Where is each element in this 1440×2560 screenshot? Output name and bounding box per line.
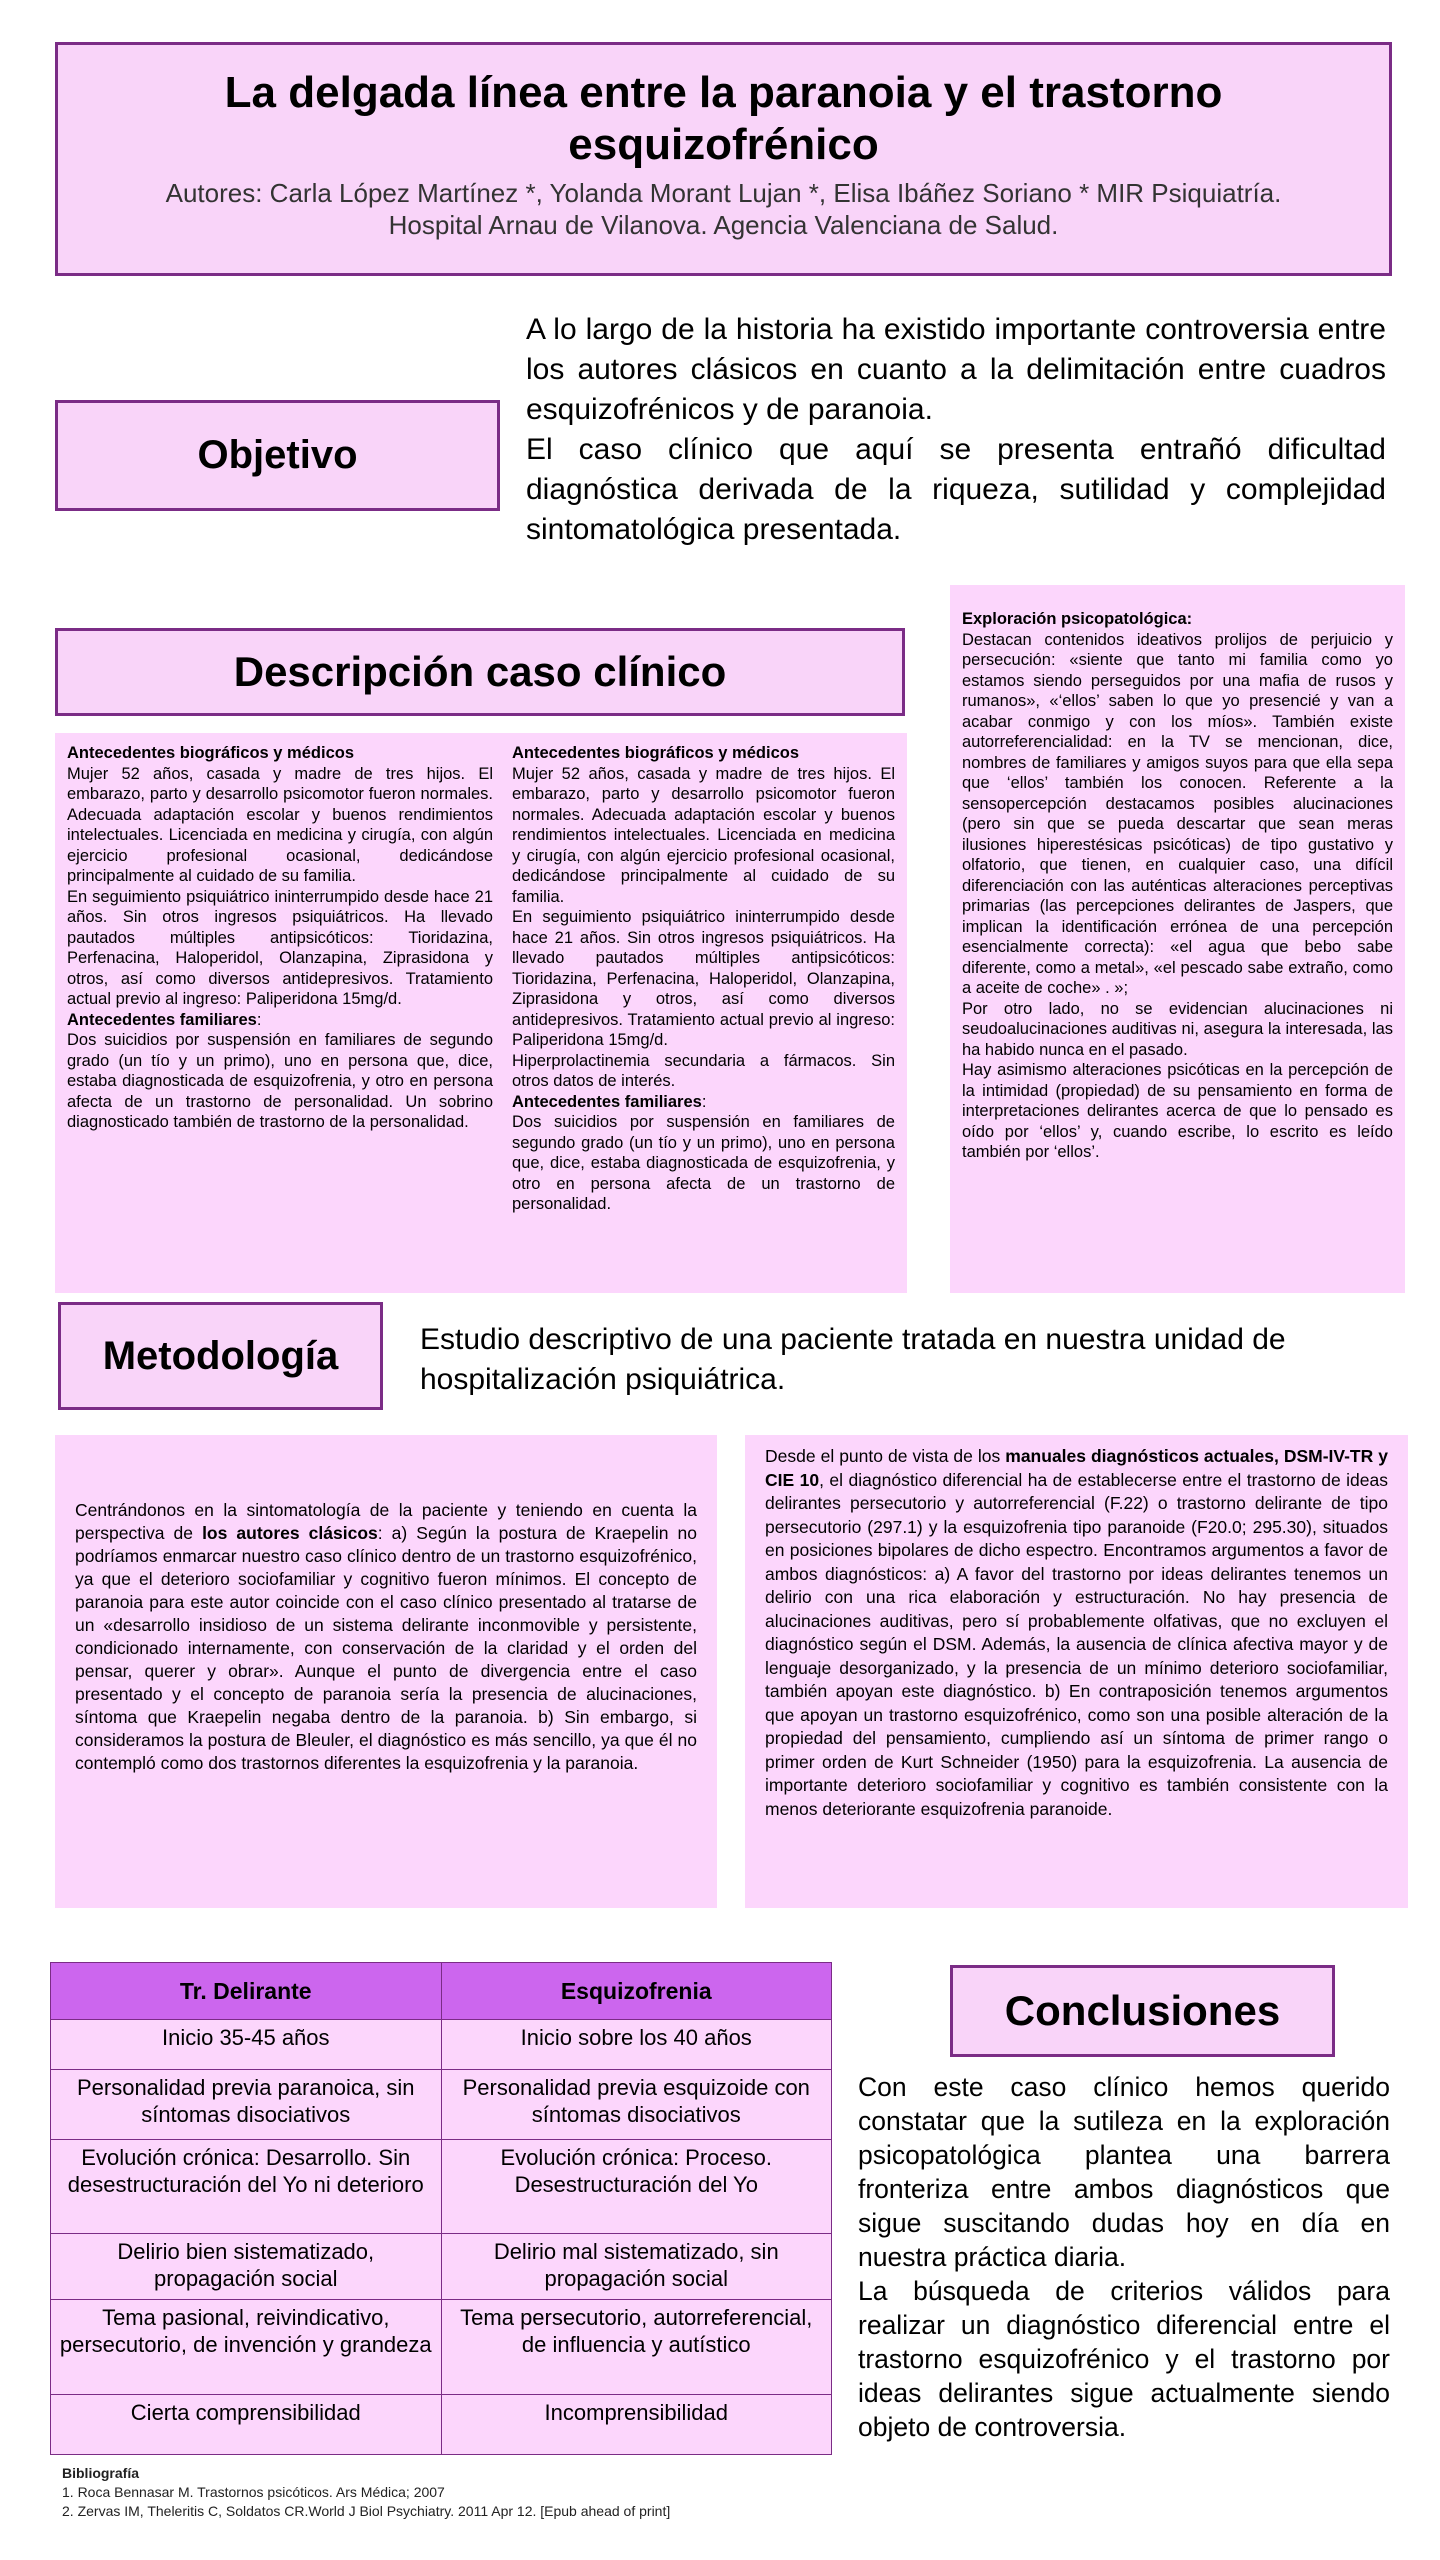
table-row bbox=[51, 2234, 832, 2300]
table-cell: Delirio bien sistematizado, propagación social bbox=[51, 2234, 442, 2300]
poster-title: La delgada línea entre la paranoia y el trastorno esquizofrénico bbox=[224, 68, 1223, 169]
case-left-paragraph-3: Dos suicidios por suspensión en familiares de segundo grado (un tío y un primo), uno en persona que, dice, estaba diagnosticada de esquizofrenia, y otro en persona afecta de un trastorno de personalidad. Un sobrino diagnosticado también de trastorno de la personalidad. bbox=[67, 1031, 493, 1131]
exploracion-column bbox=[950, 585, 1405, 1293]
table-cell: Tema pasional, reivindicativo, persecutorio, de invención y grandeza bbox=[51, 2300, 442, 2395]
table-cell: Personalidad previa esquizoide con síntomas disociativos bbox=[441, 2070, 832, 2140]
exploracion-paragraph-3: Hay asimismo alteraciones psicóticas en la percepción de la intimidad (propiedad) de su pensamiento en forma de interpretaciones delirantes acerca de que lo pensado es oído por ‘ellos’ y, cuando escribe, lo escrito es leído también por ‘ellos’. bbox=[962, 1061, 1393, 1161]
objetivo-heading bbox=[55, 400, 500, 511]
exploracion-paragraph-1: Destacan contenidos ideativos prolijos de perjuicio y persecución: «siente que tanto mi familia como yo estamos siendo perseguidos por una mafia de rusos y rumanos», «‘ellos’ saben lo que yo presencié y van a acabar conmigo y con los míos». También existe autorreferencialidad: en la TV se mencionan, dice, nombres de familiares y amigos suyos para que ella sepa que ‘ellos’ también los conocen. Referente a la sensopercepción destacamos posibles alucinaciones (pero sin que se pueda descartar que sean meras ilusiones hiperestésicas psicóticas) de tipo gustativo y olfatorio, que tienen, en cualquier caso, una difícil diferenciación con las auténticas alteraciones perceptivas primarias (las percepciones delirantes de Jaspers, que implican la identificación errónea de una percepción esencialmente correcta): «el agua que bebo sabe diferente, como a metal», «el pescado sabe extraño, como a aceite de coche» . »; bbox=[962, 630, 1393, 997]
case-middle-heading-2-colon: : bbox=[701, 1092, 707, 1111]
table-row bbox=[51, 2070, 832, 2140]
case-middle-paragraph-4: Dos suicidios por suspensión en familiares de segundo grado (un tío y un primo), uno en persona que, dice, estaba diagnosticada de esquizofrenia, y otro en persona afecta de un trastorno de personalidad. bbox=[512, 1113, 895, 1213]
bibliography-ref-1: 1. Roca Bennasar M. Trastornos psicóticos. Ars Médica; 2007 bbox=[62, 2484, 445, 2500]
discussion-left-bold: los autores clásicos bbox=[202, 1523, 378, 1543]
bibliography bbox=[62, 2464, 962, 2521]
table-row bbox=[51, 2395, 832, 2455]
authors-line-1: Autores: Carla López Martínez *, Yolanda Morant Lujan *, Elisa Ibáñez Soriano * MIR Psiquiatría. bbox=[165, 178, 1282, 208]
case-middle-paragraph-1: Mujer 52 años, casada y madre de tres hijos. El embarazo, parto y desarrollo psicomotor fueron normales. Adecuada adaptación escolar y buenos rendimientos intelectuales. Licenciada en medicina y cirugía, con algún ejercicio profesional ocasional, dedicándose principalmente al cuidado de su familia. bbox=[512, 764, 895, 906]
bibliography-ref-2: 2. Zervas IM, Theleritis C, Soldatos CR.World J Biol Psychiatry. 2011 Apr 12. [Epub ahead of print] bbox=[62, 2503, 671, 2519]
objetivo-text bbox=[526, 310, 1386, 550]
case-left-heading-1: Antecedentes biográficos y médicos bbox=[67, 744, 355, 762]
conclusiones-paragraph-2: La búsqueda de criterios válidos para realizar un diagnóstico diferencial entre el trastorno esquizofrénico y el trastorno por ideas delirantes sigue actualmente siendo objeto de controversia. bbox=[858, 2276, 1390, 2442]
authors-line-2: Hospital Arnau de Vilanova. Agencia Valenciana de Salud. bbox=[388, 210, 1059, 240]
table-header-esquizofrenia: Esquizofrenia bbox=[441, 1963, 832, 2020]
conclusiones-paragraph-1: Con este caso clínico hemos querido constatar que la sutileza en la exploración psicopatológica plantea una barrera fronteriza entre ambos diagnósticos que sigue suscitando dudas hoy en día en nuestra práctica diaria. bbox=[858, 2072, 1390, 2272]
case-middle-paragraph-3: Hiperprolactinemia secundaria a fármacos. Sin otros datos de interés. bbox=[512, 1051, 895, 1090]
comparison-table-wrap bbox=[50, 1962, 832, 2452]
discussion-left-body: : a) Según la postura de Kraepelin no podríamos enmarcar nuestro caso clínico dentro de un trastorno esquizofrénico, ya que el deterioro sociofamiliar y cognitivo fueron mínimos. El concepto de paranoia para este autor coincide con el caso clínico presentado al tratarse de un «desarrollo insidioso de un sistema delirante inconmovible y persistente, condicionado internamente, con conservación de la claridad y el orden del pensar, querer y obrar». Aunque el punto de divergencia entre el caso presentado y el concepto de paranoia sería la presencia de alucinaciones, síntoma que Kraepelin negaba dentro de la paranoia. b) Sin embargo, si consideramos la postura de Bleuler, el diagnóstico es más sencillo, ya que él no contempló como dos trastornos diferentes la esquizofrenia y la paranoia. bbox=[75, 1523, 697, 1773]
case-middle-column bbox=[500, 733, 907, 1293]
case-left-paragraph-1: Mujer 52 años, casada y madre de tres hijos. El embarazo, parto y desarrollo psicomotor fueron normales. Adecuada adaptación escolar y buenos rendimientos intelectuales. Licenciada en medicina y cirugía, con algún ejercicio profesional ocasional, dedicándose principalmente al cuidado de su familia. bbox=[67, 764, 493, 885]
discussion-right-intro: Desde el punto de vista de los bbox=[765, 1446, 1006, 1466]
table-cell: Delirio mal sistematizado, sin propagación social bbox=[441, 2234, 832, 2300]
case-left-paragraph-2: En seguimiento psiquiátrico ininterrumpido desde hace 21 años. Sin otros ingresos psiquiátricos. Ha llevado pautados múltiples antipsicóticos: Tioridazina, Perfenacina, Haloperidol, Olanzapina, Ziprasidona y otros, así como diversos antidepresivos. Tratamiento actual previo al ingreso: Paliperidona 15mg/d. bbox=[67, 887, 493, 1008]
table-row bbox=[51, 2140, 832, 2234]
table-cell: Evolución crónica: Desarrollo. Sin desestructuración del Yo ni deterioro bbox=[51, 2140, 442, 2234]
discussion-left-intro: Centrándonos en la sintomatología de la paciente y teniendo en cuenta la perspectiva de bbox=[75, 1500, 697, 1543]
case-middle-paragraph-2: En seguimiento psiquiátrico ininterrumpido desde hace 21 años. Sin otros ingresos psiquiátricos. Ha llevado pautados múltiples antipsicóticos: Tioridazina, Perfenacina, Haloperidol, Olanzapina, Ziprasidona y otros, así como diversos antidepresivos. Tratamiento actual previo al ingreso: Paliperidona 15mg/d. bbox=[512, 908, 895, 1049]
table-cell: Inicio sobre los 40 años bbox=[441, 2020, 832, 2070]
discussion-right-box bbox=[745, 1435, 1408, 1908]
discussion-right-bold: manuales diagnósticos actuales, DSM-IV-TR y CIE 10 bbox=[765, 1446, 1388, 1490]
case-left-column bbox=[55, 733, 505, 1293]
metodologia-paragraph: Estudio descriptivo de una paciente tratada en nuestra unidad de hospitalización psiquiátrica. bbox=[420, 1323, 1286, 1396]
metodologia-text bbox=[420, 1320, 1390, 1400]
case-middle-heading-1: Antecedentes biográficos y médicos bbox=[512, 744, 800, 762]
case-left-heading-2-colon: : bbox=[256, 1010, 262, 1029]
exploracion-paragraph-2: Por otro lado, no se evidencian alucinaciones ni seudoalucinaciones auditivas ni, asegura la interesada, las ha habido nunca en el pasado. bbox=[962, 999, 1393, 1059]
descripcion-heading bbox=[55, 628, 905, 716]
table-cell: Evolución crónica: Proceso. Desestructuración del Yo bbox=[441, 2140, 832, 2234]
descripcion-label: Descripción caso clínico bbox=[233, 648, 727, 695]
exploracion-heading: Exploración psicopatológica: bbox=[962, 610, 1193, 628]
table-cell: Inicio 35-45 años bbox=[51, 2020, 442, 2070]
conclusiones-label: Conclusiones bbox=[1004, 1987, 1281, 2034]
objetivo-paragraph-2: El caso clínico que aquí se presenta entrañó dificultad diagnóstica derivada de la riqueza, sutilidad y complejidad sintomatológica presentada. bbox=[526, 433, 1386, 546]
table-cell: Tema persecutorio, autorreferencial, de influencia y autístico bbox=[441, 2300, 832, 2395]
table-row bbox=[51, 2020, 832, 2070]
metodologia-heading bbox=[58, 1302, 383, 1410]
discussion-right-body: , el diagnóstico diferencial ha de establecerse entre el trastorno de ideas delirantes persecutorio y autorreferencial (F.22) o trastorno delirante de tipo persecutorio (297.1) y la esquizofrenia tipo paranoide (F20.0; 295.30), situados en posiciones bipolares de dicho espectro. Encontramos argumentos a favor de ambos diagnósticos: a) A favor del trastorno por ideas delirantes tenemos un delirio con una rica elaboración y estructuración. No hay presencia de alucinaciones auditivas, pero sí probablemente olfativas, que no excluyen el diagnóstico según el DSM. Además, la ausencia de clínica afectiva mayor y de lenguaje desorganizado, y la presencia de un mínimo deterioro sociofamiliar, también apoyan este diagnóstico. b) En contraposición tenemos argumentos que apoyan un trastorno esquizofrénico, como son una posible alteración de la propiedad del pensamiento, cumpliendo así un síntoma de primer rango o primer orden de Kurt Schneider (1950) para la esquizofrenia. La ausencia de importante deterioro sociofamiliar y cognitivo es también consistente con la menos deteriorante esquizofrenia paranoide. bbox=[765, 1469, 1389, 1819]
table-cell: Personalidad previa paranoica, sin síntomas disociativos bbox=[51, 2070, 442, 2140]
table-row bbox=[51, 2300, 832, 2395]
discussion-left-box bbox=[55, 1435, 717, 1908]
table-header-delirante: Tr. Delirante bbox=[51, 1963, 442, 2020]
objetivo-paragraph-1: A lo largo de la historia ha existido importante controversia entre los autores clásicos en cuanto a la delimitación entre cuadros esquizofrénicos y de paranoia. bbox=[526, 313, 1386, 426]
conclusiones-text bbox=[858, 2070, 1390, 2444]
table-cell: Incomprensibilidad bbox=[441, 2395, 832, 2455]
comparison-table bbox=[50, 1962, 832, 2455]
conclusiones-heading bbox=[950, 1965, 1335, 2057]
metodologia-label: Metodología bbox=[102, 1333, 339, 1378]
case-middle-heading-2: Antecedentes familiares bbox=[512, 1092, 702, 1111]
poster-header bbox=[55, 42, 1392, 276]
case-left-heading-2: Antecedentes familiares bbox=[67, 1010, 257, 1029]
objetivo-label: Objetivo bbox=[197, 433, 358, 477]
bibliography-label: Bibliografía bbox=[62, 2465, 140, 2481]
table-cell: Cierta comprensibilidad bbox=[51, 2395, 442, 2455]
